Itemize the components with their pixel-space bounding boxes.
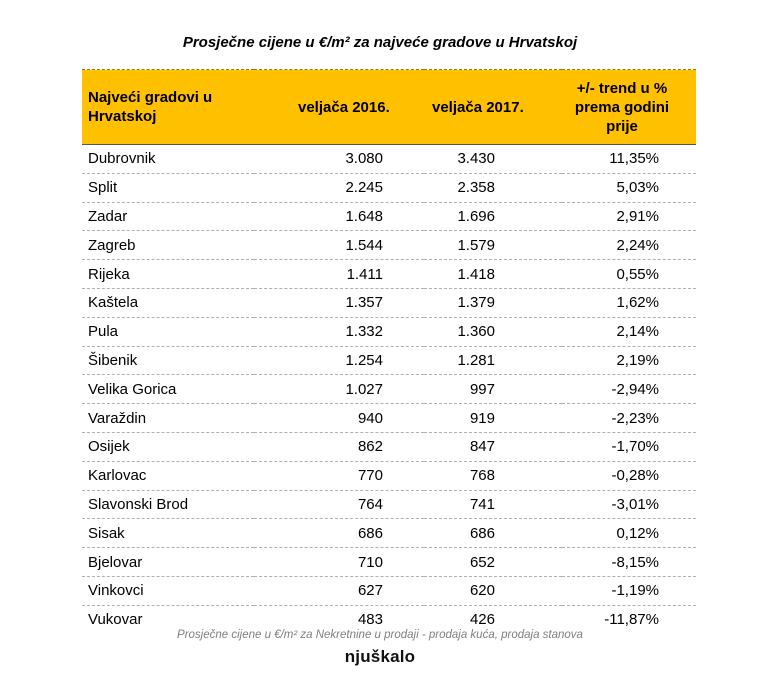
table-row: [82, 548, 696, 577]
table-row: [82, 404, 696, 433]
table-row: [82, 490, 696, 519]
cell-price-2016: 710: [357, 553, 383, 571]
cell-2016-wrapper: [254, 404, 424, 433]
cell-price-2016: 1.411: [346, 265, 383, 283]
cell-city: Sisak: [82, 519, 254, 548]
cell-trend-wrapper: [562, 317, 696, 346]
cell-trend-wrapper: [562, 346, 696, 375]
table-row: [82, 260, 696, 289]
cell-trend: -0,28%: [611, 467, 659, 485]
cell-city: Zagreb: [82, 231, 254, 260]
column-header-trend: +/- trend u % prema godini prije: [562, 70, 696, 145]
cell-city: Kaštela: [82, 288, 254, 317]
cell-city: Osijek: [82, 432, 254, 461]
cell-price-2017: 1.379: [457, 294, 495, 312]
table-body: [82, 145, 696, 635]
table-row: [82, 346, 696, 375]
cell-trend-wrapper: [562, 260, 696, 289]
cell-2017-wrapper: [424, 461, 562, 490]
cell-city: Varaždin: [82, 404, 254, 433]
cell-trend-wrapper: [562, 288, 696, 317]
cell-trend-wrapper: [562, 490, 696, 519]
cell-trend-wrapper: [562, 461, 696, 490]
cell-trend-wrapper: [562, 548, 696, 577]
cell-price-2016: 1.357: [345, 294, 383, 312]
cell-price-2016: 1.027: [345, 380, 383, 398]
cell-2017-wrapper: [424, 145, 562, 174]
cell-2017-wrapper: [424, 490, 562, 519]
cell-price-2016: 3.080: [345, 150, 383, 168]
cell-2016-wrapper: [254, 346, 424, 375]
cell-price-2016: 940: [357, 409, 383, 427]
cell-trend: 11,35%: [609, 150, 659, 168]
table-row: [82, 145, 696, 174]
cell-trend: 2,91%: [616, 207, 659, 225]
cell-2016-wrapper: [254, 576, 424, 605]
cell-2017-wrapper: [424, 576, 562, 605]
cell-price-2016: 862: [357, 438, 383, 456]
njuskalo-logo: njuškalo: [344, 647, 416, 666]
cell-price-2017: 768: [469, 467, 495, 485]
cell-2016-wrapper: [254, 260, 424, 289]
cell-trend: 2,24%: [616, 236, 659, 254]
cell-price-2017: 847: [469, 438, 495, 456]
cell-price-2017: 1.360: [457, 323, 495, 341]
cell-2016-wrapper: [254, 375, 424, 404]
cell-price-2017: 1.579: [457, 236, 495, 254]
cell-trend-wrapper: [562, 202, 696, 231]
cell-2017-wrapper: [424, 404, 562, 433]
cell-2017-wrapper: [424, 288, 562, 317]
cell-price-2017: 2.358: [457, 179, 495, 197]
column-header-2017: veljača 2017.: [424, 70, 562, 145]
cell-trend-wrapper: [562, 145, 696, 174]
cell-price-2016: 627: [357, 582, 383, 600]
cell-price-2017: 620: [469, 582, 495, 600]
cell-price-2017: 426: [469, 611, 495, 629]
cell-2016-wrapper: [254, 519, 424, 548]
cell-city: Rijeka: [82, 260, 254, 289]
cell-trend-wrapper: [562, 576, 696, 605]
table-row: [82, 288, 696, 317]
table-header-row: [82, 70, 696, 145]
cell-2016-wrapper: [254, 317, 424, 346]
cell-price-2017: 3.430: [457, 150, 495, 168]
cell-trend: 2,19%: [616, 351, 659, 369]
cell-trend: 1,62%: [616, 294, 659, 312]
cell-trend-wrapper: [562, 432, 696, 461]
column-header-city: Najveći gradovi u Hrvatskoj: [82, 70, 254, 145]
cell-price-2017: 997: [469, 380, 495, 398]
cell-trend-wrapper: [562, 519, 696, 548]
cell-price-2016: 770: [357, 467, 383, 485]
cell-price-2016: 686: [357, 524, 383, 542]
cell-trend: 5,03%: [616, 179, 659, 197]
table-row: [82, 317, 696, 346]
cell-trend-wrapper: [562, 173, 696, 202]
cell-2017-wrapper: [424, 519, 562, 548]
cell-trend: -2,94%: [611, 380, 659, 398]
cell-price-2016: 1.648: [345, 207, 383, 225]
table-row: [82, 519, 696, 548]
cell-city: Velika Gorica: [82, 375, 254, 404]
cell-city: Slavonski Brod: [82, 490, 254, 519]
cell-city: Šibenik: [82, 346, 254, 375]
cell-2017-wrapper: [424, 317, 562, 346]
cell-price-2017: 1.696: [457, 207, 495, 225]
source-caption: Prosječne cijene u €/m² za Nekretnine u prodaji - prodaja kuća, prodaja stanova: [177, 629, 583, 641]
cell-2016-wrapper: [254, 490, 424, 519]
cell-trend: 0,55%: [616, 265, 659, 283]
table-row: [82, 375, 696, 404]
cell-price-2017: 1.418: [457, 265, 495, 283]
cell-city: Vinkovci: [82, 576, 254, 605]
cell-2017-wrapper: [424, 346, 562, 375]
cell-trend-wrapper: [562, 375, 696, 404]
price-table: [82, 69, 696, 634]
cell-trend: -1,70%: [611, 438, 659, 456]
cell-2017-wrapper: [424, 202, 562, 231]
table-row: [82, 576, 696, 605]
cell-2016-wrapper: [254, 173, 424, 202]
cell-city: Karlovac: [82, 461, 254, 490]
cell-trend: -1,19%: [611, 582, 659, 600]
cell-price-2017: 741: [469, 495, 495, 513]
table-row: [82, 461, 696, 490]
cell-price-2017: 919: [469, 409, 495, 427]
cell-city: Dubrovnik: [82, 145, 254, 174]
cell-trend: -11,87%: [604, 611, 659, 629]
cell-city: Zadar: [82, 202, 254, 231]
table-row: [82, 432, 696, 461]
table-row: [82, 202, 696, 231]
cell-city: Bjelovar: [82, 548, 254, 577]
cell-2017-wrapper: [424, 260, 562, 289]
cell-trend-wrapper: [562, 404, 696, 433]
cell-2016-wrapper: [254, 145, 424, 174]
cell-trend: 2,14%: [616, 323, 659, 341]
cell-2017-wrapper: [424, 173, 562, 202]
cell-2016-wrapper: [254, 461, 424, 490]
table-row: [82, 231, 696, 260]
cell-2016-wrapper: [254, 202, 424, 231]
cell-price-2017: 686: [469, 524, 495, 542]
table-row: [82, 173, 696, 202]
cell-trend: -3,01%: [611, 495, 659, 513]
cell-2016-wrapper: [254, 432, 424, 461]
cell-price-2016: 764: [357, 495, 383, 513]
cell-price-2016: 1.254: [345, 351, 383, 369]
cell-trend: 0,12%: [616, 524, 659, 542]
cell-price-2016: 1.332: [345, 323, 383, 341]
cell-2017-wrapper: [424, 375, 562, 404]
cell-2017-wrapper: [424, 432, 562, 461]
cell-2016-wrapper: [254, 231, 424, 260]
cell-price-2016: 1.544: [345, 236, 383, 254]
cell-price-2017: 1.281: [457, 351, 495, 369]
cell-price-2016: 483: [357, 611, 383, 629]
cell-price-2016: 2.245: [345, 179, 383, 197]
cell-trend: -2,23%: [611, 409, 659, 427]
cell-price-2017: 652: [469, 553, 495, 571]
cell-trend: -8,15%: [611, 553, 659, 571]
page-title: Prosječne cijene u €/m² za najveće gradove u Hrvatskoj: [182, 34, 578, 51]
cell-2016-wrapper: [254, 288, 424, 317]
cell-trend-wrapper: [562, 231, 696, 260]
cell-city: Pula: [82, 317, 254, 346]
cell-2016-wrapper: [254, 548, 424, 577]
cell-2017-wrapper: [424, 548, 562, 577]
column-header-2016: veljača 2016.: [254, 70, 424, 145]
cell-city: Split: [82, 173, 254, 202]
cell-city: Vukovar: [88, 611, 143, 629]
cell-2017-wrapper: [424, 231, 562, 260]
